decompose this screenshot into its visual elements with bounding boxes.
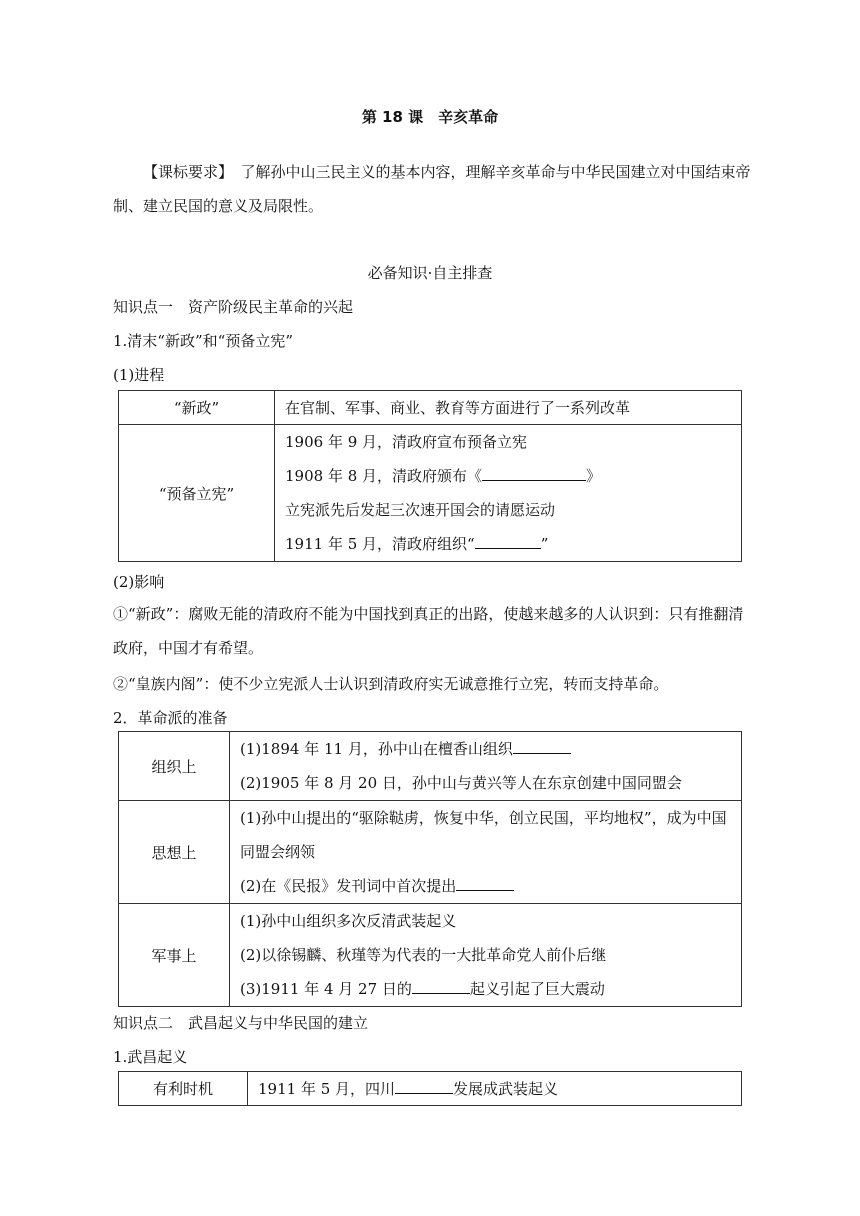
kp1-subheading-1: 1.清末“新政”和“预备立宪”: [113, 332, 293, 350]
prep-line-4: 1911 年 5 月，清政府组织“ ”: [285, 535, 549, 553]
wuchang-table: [118, 1071, 742, 1106]
impact-1: ①“新政”：腐败无能的清政府不能为中国找到真正的出路，使越来越多的人认识到：只有推翻清政府，中国才有希望。: [113, 605, 744, 657]
organization-content: [230, 732, 742, 801]
knowledge-point-1-title: 知识点一 资产阶级民主革命的兴起: [113, 298, 354, 316]
curriculum-requirement: [113, 155, 753, 223]
requirement-label: 【课标要求】: [143, 163, 226, 181]
ideology-content: [230, 801, 742, 904]
military-line-3: (3)1911 年 4 月 27 日的 起义引起了巨大震动: [240, 980, 605, 998]
progress-label: (1)进程: [113, 366, 165, 384]
ideology-line-1: (1)孙中山提出的“驱除鞑虏，恢复中华，创立民国，平均地权”，成为中国同盟会纲领: [240, 809, 727, 861]
fill-blank[interactable]: [475, 534, 541, 549]
organization-label: 组织上: [119, 732, 230, 801]
revolutionary-prep-table: [118, 731, 742, 1007]
impact-2: ②“皇族内阁”：使不少立宪派人士认识到清政府实无诚意推行立宪，转而支持革命。: [113, 675, 669, 693]
military-line-1: (1)孙中山组织多次反清武装起义: [240, 912, 457, 930]
kp1-subheading-2: 2．革命派的准备: [113, 709, 228, 727]
military-line-2: (2)以徐锡麟、秋瑾等为代表的一大批革命党人前仆后继: [240, 946, 607, 964]
military-content: [230, 904, 742, 1007]
requirement-text: 了解孙中山三民主义的基本内容，理解辛亥革命与中华民国建立对中国结束帝制、建立民国的意义及局限性。: [113, 163, 751, 215]
section-header: 必备知识·自主排查: [367, 264, 493, 282]
ideology-label: 思想上: [119, 801, 230, 904]
reform-table: [118, 390, 742, 562]
impact-label: (2)影响: [113, 573, 165, 591]
opportunity-content: 1911 年 5 月，四川 发展成武装起义: [248, 1072, 742, 1106]
constitution-prep-content: [275, 425, 742, 562]
fill-blank[interactable]: [482, 466, 586, 481]
knowledge-point-2-title: 知识点二 武昌起义与中华民国的建立: [113, 1014, 369, 1032]
new-policy-content: 在官制、军事、商业、教育等方面进行了一系列改革: [275, 391, 742, 425]
fill-blank[interactable]: [456, 876, 514, 891]
fill-blank[interactable]: [395, 1079, 453, 1094]
prep-line-2: 1908 年 8 月，清政府颁布《 》: [285, 467, 602, 485]
kp2-subheading-1: 1.武昌起义: [113, 1048, 188, 1066]
ideology-line-2: (2)在《民报》发刊词中首次提出: [240, 869, 735, 903]
fill-blank[interactable]: [412, 979, 470, 994]
prep-line-3: 立宪派先后发起三次速开国会的请愿运动: [285, 501, 556, 519]
prep-line-1: 1906 年 9 月，清政府宣布预备立宪: [285, 433, 528, 451]
lesson-title: 第 18 课 辛亥革命: [361, 108, 499, 126]
new-policy-label: “新政”: [119, 391, 275, 425]
military-label: 军事上: [119, 904, 230, 1007]
org-line-1: (1)1894 年 11 月，孙中山在檀香山组织: [240, 732, 735, 766]
opportunity-label: 有利时机: [119, 1072, 248, 1106]
constitution-prep-label: “预备立宪”: [119, 425, 275, 562]
org-line-2: (2)1905 年 8 月 20 日，孙中山与黄兴等人在东京创建中国同盟会: [240, 774, 682, 792]
fill-blank[interactable]: [513, 739, 571, 754]
